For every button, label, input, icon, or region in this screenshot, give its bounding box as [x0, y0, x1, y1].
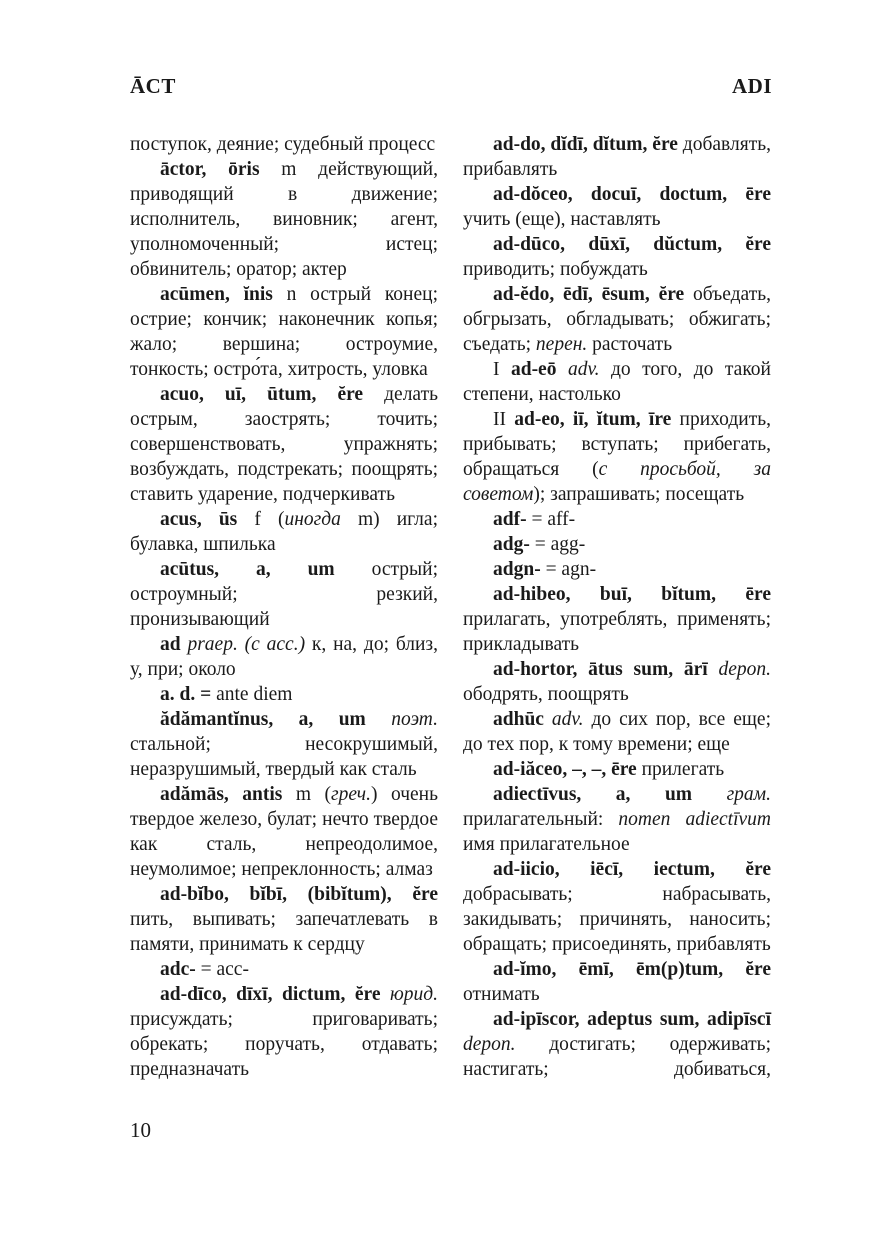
- dictionary-entry: [130, 132, 438, 157]
- definition-text: [556, 359, 567, 380]
- definition-text: учить (еще), наставлять: [463, 209, 661, 230]
- dictionary-entry: [130, 282, 438, 382]
- definition-text: n острый конец; острие; кончик; наконечник копья; жало; вершина; остроумие, тонкость; остро́та, хитрость, уловка: [130, 284, 438, 380]
- headword: ad-eō: [510, 359, 557, 380]
- label-italic: иногда: [284, 509, 341, 530]
- dictionary-entry: [463, 132, 771, 182]
- dictionary-entry: [463, 1007, 771, 1082]
- headword: acūmen, ĭnis: [160, 284, 273, 305]
- headword: ad-dīco, dīxī, dictum, ĕre: [160, 984, 381, 1005]
- definition-text: m (: [282, 784, 332, 805]
- definition-text: f (: [237, 509, 285, 530]
- definition-text: до сих пор, все еще; до тех пор, к тому времени; еще: [463, 709, 772, 755]
- dictionary-entry: [463, 532, 771, 557]
- definition-text: поступок, деяние; судебный процесс: [130, 134, 436, 155]
- label-italic: praep. (c acc.): [187, 634, 306, 655]
- definition-text: к, на, до; близ, у, при; около: [130, 634, 439, 680]
- page-number: 10: [130, 1118, 151, 1142]
- dictionary-entry: [463, 957, 771, 1007]
- label-italic: юрид.: [390, 984, 438, 1005]
- headword: adiectīvus, a, um: [493, 784, 693, 805]
- headword: acuo, uī, ūtum, ĕre: [160, 384, 364, 405]
- definition-text: [544, 709, 552, 730]
- label-italic: adv.: [551, 709, 584, 730]
- headword: āctor, ōris: [160, 159, 260, 180]
- definition-text: m) игла; булавка, шпилька: [130, 509, 438, 555]
- definition-text: пить, выпивать; запечатлевать в памяти, принимать к сердцу: [130, 909, 438, 955]
- dictionary-entry: [130, 707, 438, 782]
- definition-text: II: [493, 409, 515, 430]
- right-column: [463, 132, 771, 1082]
- headword: ad-dūco, dūxī, dŭctum, ĕre: [493, 234, 771, 255]
- headword: adămās, antis: [160, 784, 283, 805]
- headword: adhūc: [493, 709, 544, 730]
- definition-text: прилагать, употреблять, применять; прикладывать: [463, 609, 771, 655]
- dictionary-entry: [130, 682, 438, 707]
- dictionary-entry: [463, 582, 771, 657]
- dictionary-entry: [463, 232, 771, 282]
- label-italic: adv.: [567, 359, 600, 380]
- running-head-left: ĀCT: [130, 74, 176, 98]
- dictionary-entry: [130, 632, 438, 682]
- headword: adg-: [493, 534, 530, 555]
- headword: ad-iăceo, –, –, ēre: [493, 759, 637, 780]
- headword: adf-: [493, 509, 527, 530]
- headword: ad-do, dĭdī, dĭtum, ĕre: [493, 134, 678, 155]
- label-italic: depon.: [463, 1034, 516, 1055]
- left-column: [130, 132, 438, 1082]
- headword: ad-eo, iī, ĭtum, īre: [514, 409, 672, 430]
- headword: adc-: [160, 959, 196, 980]
- definition-text: [692, 784, 727, 805]
- definition-text: прилагательный:: [463, 809, 619, 830]
- definition-text: прилегать: [636, 759, 725, 780]
- definition-text: добавлять, прибавлять: [463, 134, 771, 180]
- headword: a. d. =: [160, 684, 212, 705]
- definition-text: стальной; несокрушимый, неразрушимый, твердый как сталь: [130, 734, 438, 780]
- definition-text: острый; остроумный; резкий, пронизывающий: [130, 559, 438, 630]
- dictionary-entry: [463, 407, 771, 507]
- headword: adgn-: [493, 559, 541, 580]
- definition-text: приходить, прибывать; вступать; прибегать, обращаться (: [463, 409, 771, 480]
- dictionary-entry: [463, 507, 771, 532]
- headword: ad-ipīscor, adeptus sum, adipīscī: [493, 1009, 771, 1030]
- definition-text: = acc-: [195, 959, 249, 980]
- dictionary-entry: [463, 782, 771, 857]
- headword: ad-hibeo, buī, bĭtum, ēre: [493, 584, 771, 605]
- headword: ad-ĭmo, ēmī, ēm(p)tum, ĕre: [493, 959, 771, 980]
- label-italic: поэт.: [391, 709, 438, 730]
- headword: ad-iicio, iēcī, iectum, ĕre: [493, 859, 771, 880]
- definition-text: добрасывать; набрасывать, закидывать; причинять, наносить; обращать; присоединять, прибавлять: [463, 884, 771, 955]
- definition-text: расточать: [587, 334, 673, 355]
- dictionary-entry: [463, 357, 771, 407]
- definition-text: = agg-: [529, 534, 586, 555]
- definition-text: [708, 659, 719, 680]
- definition-text: ) очень твердое железо, булат; нечто твердое как сталь, непреодолимое, неумолимое; непреклонность; алмаз: [130, 784, 438, 880]
- dictionary-entry: [130, 507, 438, 557]
- headword: ad-bĭbo, bĭbī, (bibĭtum), ĕre: [160, 884, 438, 905]
- definition-text: ante diem: [211, 684, 293, 705]
- definition-text: достигать; одерживать; настигать; добиваться,: [463, 1034, 771, 1080]
- dictionary-entry: [130, 882, 438, 957]
- definition-text: делать острым, заострять; точить; совершенствовать, упражнять; возбуждать, подстрекать; поощрять; ставить ударение, подчеркивать: [130, 384, 438, 505]
- definition-text: имя прилагательное: [463, 834, 630, 855]
- label-italic: с просьбой, за советом: [463, 459, 771, 505]
- definition-text: ); запрашивать; посещать: [533, 484, 745, 505]
- label-italic: depon.: [718, 659, 772, 680]
- headword: ădămantĭnus, a, um: [160, 709, 366, 730]
- dictionary-entry: [463, 182, 771, 232]
- dictionary-entry: [130, 557, 438, 632]
- headword: acūtus, a, um: [160, 559, 335, 580]
- definition-text: = agn-: [540, 559, 597, 580]
- dictionary-entry: [463, 282, 771, 357]
- dictionary-entry: [463, 707, 771, 757]
- dictionary-entry: [130, 782, 438, 882]
- definition-text: объедать, обгрызать, обгладывать; обжигать; съедать;: [463, 284, 772, 355]
- headword: ad-ĕdo, ēdī, ēsum, ĕre: [493, 284, 685, 305]
- definition-text: = aff-: [526, 509, 576, 530]
- definition-text: отнимать: [463, 984, 540, 1005]
- label-italic: греч.: [331, 784, 371, 805]
- definition-text: m действующий, приводящий в движение; исполнитель, виновник; агент, уполномоченный; истец; обвинитель; оратор; актер: [130, 159, 438, 280]
- definition-text: [380, 984, 390, 1005]
- definition-text: [366, 709, 391, 730]
- label-italic: nomen adiectīvum: [618, 809, 771, 830]
- headword: acus, ūs: [160, 509, 238, 530]
- dictionary-entry: [130, 157, 438, 282]
- running-head-right: ADI: [731, 74, 772, 98]
- dictionary-entry: [463, 757, 771, 782]
- label-italic: грам.: [726, 784, 771, 805]
- dictionary-entry: [130, 957, 438, 982]
- headword: ad-hortor, ātus sum, ārī: [493, 659, 708, 680]
- dictionary-entry: [130, 982, 438, 1082]
- dictionary-entry: [463, 857, 771, 957]
- definition-text: присуждать; приговаривать; обрекать; поручать, отдавать; предназначать: [130, 1009, 438, 1080]
- headword: ad: [160, 634, 181, 655]
- definition-text: ободрять, поощрять: [463, 684, 629, 705]
- definition-text: I: [493, 359, 511, 380]
- headword: ad-dŏceo, docuī, doctum, ēre: [493, 184, 771, 205]
- definition-text: приводить; побуждать: [463, 259, 648, 280]
- dictionary-entry: [463, 657, 771, 707]
- dictionary-entry: [130, 382, 438, 507]
- dictionary-entry: [463, 557, 771, 582]
- label-italic: перен.: [535, 334, 588, 355]
- definition-text: до того, до такой степени, настолько: [463, 359, 771, 405]
